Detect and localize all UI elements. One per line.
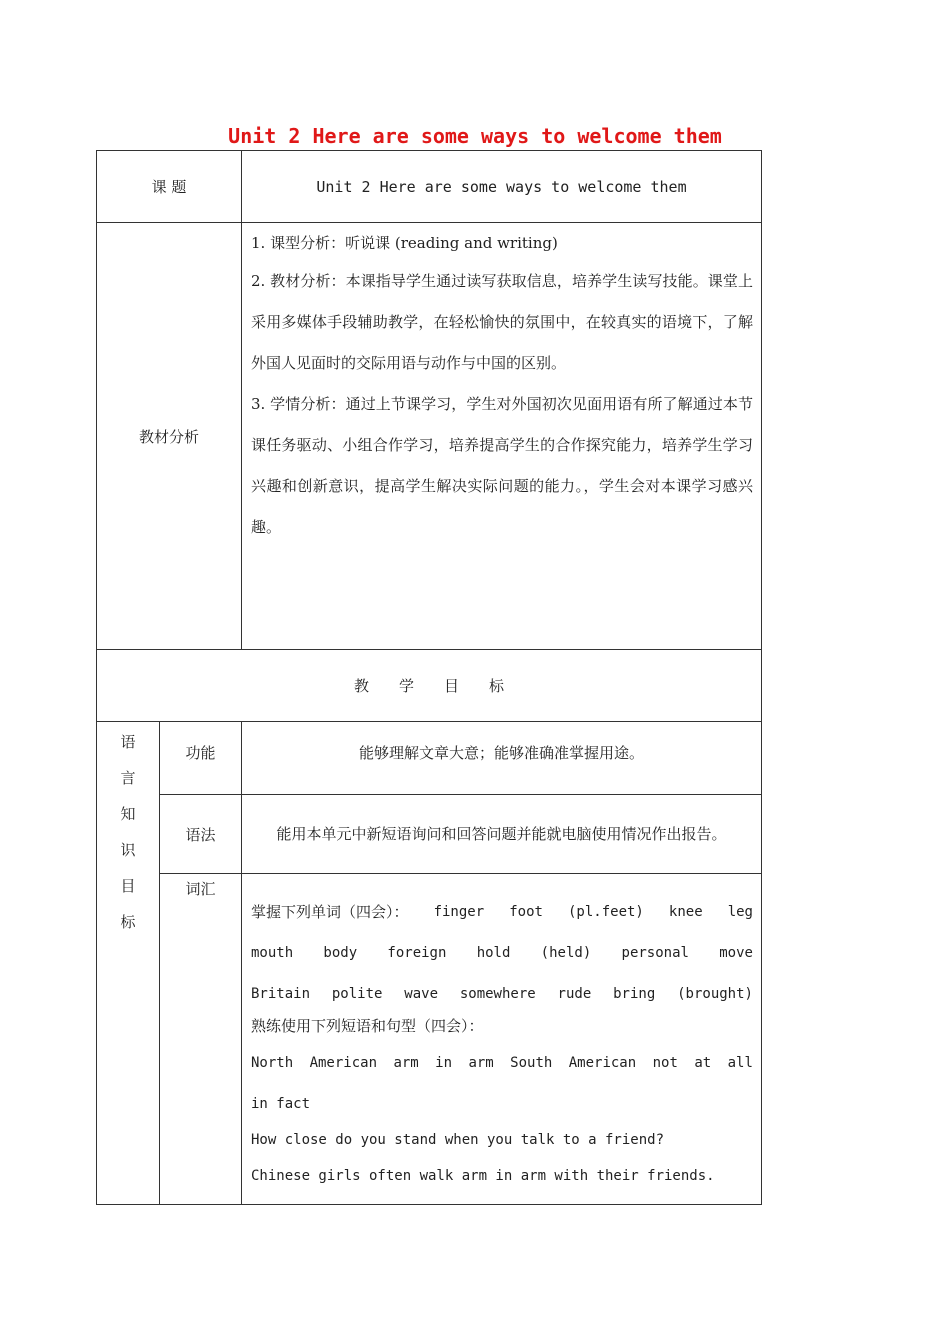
- phrases-line-2: in fact: [251, 1096, 311, 1112]
- phrase-word: arm: [468, 1055, 494, 1071]
- objectives-heading: 教 学 目 标: [97, 650, 762, 722]
- word: body: [323, 945, 358, 961]
- function-value: 能够理解文章大意；能够准确准掌握用途。: [242, 722, 762, 795]
- word: wave: [404, 986, 438, 1002]
- phrase-word: South: [510, 1055, 553, 1071]
- word: hold: [476, 945, 511, 961]
- function-label: 功能: [160, 722, 242, 795]
- objectives-heading-row: [97, 650, 762, 722]
- words-intro: 掌握下列单词（四会）：: [251, 903, 409, 921]
- language-goals-char: 语: [120, 733, 136, 751]
- lesson-plan-table: [96, 150, 762, 1205]
- language-goals-char: 标: [120, 913, 136, 931]
- phrases-intro: 熟练使用下列短语和句型（四会）：: [251, 1017, 484, 1035]
- word: bring: [613, 986, 656, 1002]
- word: Britain: [251, 986, 311, 1002]
- sentence-1: How close do you stand when you talk to a friend?: [251, 1132, 665, 1148]
- analysis-content: [242, 223, 762, 650]
- analysis-lesson-type: 1. 课型分析：听说课 (reading and writing): [251, 234, 558, 252]
- word: (pl.feet): [568, 904, 644, 920]
- word: (held): [540, 945, 592, 961]
- vocab-row: [97, 874, 762, 1205]
- document-title: Unit 2 Here are some ways to welcome them: [228, 124, 722, 148]
- grammar-row: [97, 795, 762, 874]
- language-goals-label: [97, 722, 160, 1205]
- phrase-word: at: [694, 1055, 712, 1071]
- word: rude: [557, 986, 592, 1002]
- grammar-value: 能用本单元中新短语询问和回答问题并能就电脑使用情况作出报告。: [242, 795, 762, 874]
- phrase-word: in: [435, 1055, 453, 1071]
- phrase-word: American: [309, 1055, 378, 1071]
- function-row: [97, 722, 762, 795]
- phrases-line-1: [251, 1051, 753, 1075]
- sentence-2: Chinese girls often walk arm in arm with their friends.: [251, 1168, 715, 1184]
- analysis-material: 2. 教材分析：本课指导学生通过读写获取信息，培养学生读写技能。课堂上采用多媒体手段辅助教学，在轻松愉快的氛围中，在较真实的语境下，了解外国人见面时的交际用语与动作与中国的区别。: [251, 272, 753, 372]
- topic-label: 课 题: [97, 151, 242, 223]
- analysis-row: [97, 223, 762, 650]
- topic-value: Unit 2 Here are some ways to welcome them: [242, 151, 762, 223]
- vocab-label: 词汇: [160, 874, 242, 1205]
- phrase-word: arm: [393, 1055, 419, 1071]
- language-goals-char: 识: [120, 841, 136, 859]
- word: knee: [668, 904, 703, 920]
- word: finger: [433, 904, 485, 920]
- word: polite: [331, 986, 383, 1002]
- words-line-3: [251, 982, 753, 1006]
- analysis-label: 教材分析: [97, 223, 242, 650]
- word: leg: [727, 904, 753, 920]
- language-goals-char: 目: [120, 877, 136, 895]
- analysis-students: 3. 学情分析：通过上节课学习，学生对外国初次见面用语有所了解通过本节课任务驱动、小组合作学习，培养提高学生的合作探究能力，培养学生学习兴趣和创新意识，提高学生解决实际问题的能力。，学生会对本课学习感兴趣。: [251, 395, 753, 536]
- phrase-word: not: [652, 1055, 678, 1071]
- words-line-2: [251, 941, 753, 965]
- word: foreign: [387, 945, 447, 961]
- phrase-word: North: [251, 1055, 294, 1071]
- grammar-label: 语法: [160, 795, 242, 874]
- word: foot: [509, 904, 543, 920]
- word: move: [719, 945, 753, 961]
- word: mouth: [251, 945, 294, 961]
- phrase-word: all: [727, 1055, 753, 1071]
- language-goals-char: 言: [120, 769, 136, 787]
- word: personal: [621, 945, 689, 961]
- vocab-content: [242, 874, 762, 1205]
- word: somewhere: [459, 986, 536, 1002]
- phrase-word: American: [568, 1055, 637, 1071]
- language-goals-char: 知: [120, 805, 136, 823]
- words-line-1: [251, 900, 753, 924]
- topic-row: [97, 151, 762, 223]
- word: (brought): [677, 986, 753, 1002]
